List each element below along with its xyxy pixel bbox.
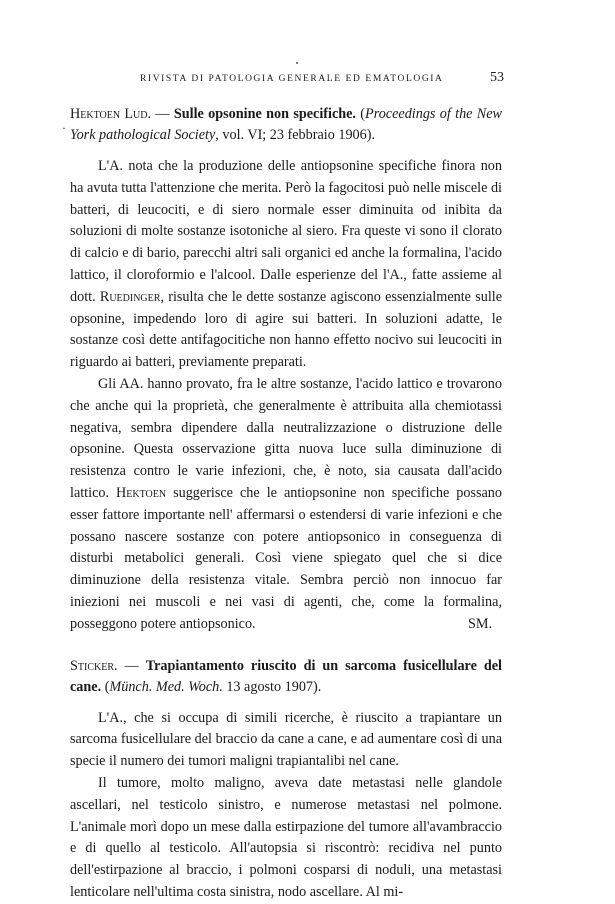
text-run: , risulta che le dette sostanze agiscono essenzialmente sulle opsonine, impedendo loro di agire sui batteri. In soluzioni adatte, le sostanze così dette antifagocitiche non hanno effetto nocivo sui leucociti in riguardo ai batteri, previamente preparati.	[70, 288, 502, 371]
page	[70, 70, 502, 904]
running-head	[140, 70, 504, 90]
entry1-author: Hektoen Lud.	[70, 106, 152, 122]
entry2-paragraph-2: Il tumore, molto maligno, aveva date metastasi nelle glandole ascellari, nel testicolo sinistro, e numerose metastasi nel polmone. L'animale morì dopo un mese dalla estirpazione del tumore all'avambraccio e di quello al testicolo. All'autopsia si riscontrò: recidiva nel punto dell'estirpazione al braccio, i polmoni cosparsi di noduli, una metastasi lenticolare nell'ultima costa sinistra, nodo ascellare. Al mi-	[70, 774, 502, 900]
entry1-paragraph-2	[70, 374, 502, 636]
entry2-heading	[70, 656, 502, 698]
journal-title: RIVISTA DI PATOLOGIA GENERALE ED EMATOLOGIA	[140, 74, 444, 84]
entry1-source: Proceedings of the New York pathological Society	[70, 106, 503, 143]
entry2-dash: —	[117, 657, 146, 674]
section-gap	[70, 636, 502, 656]
text-run: L'A. nota che la produzione delle antiopsonine specifiche finora non ha avuta tutta l'attenzione che merita. Però la fagocitosi può nelle miscele di batteri, di leucociti, e di siero normale esser diminuita od inibita da soluzioni di molte sostanze isotoniche al siero. Fra queste vi sono il clorato di calcio e di bario, parecchi altri sali organici ed anche la formalina, l'acido lattico, il cloroformio e l'alcool. Dalle esperienze del l'A., fatte assieme al dott.	[70, 158, 502, 305]
person-name: Ruedinger	[99, 288, 161, 305]
entry1-paragraph-1	[70, 156, 502, 374]
entry1-dash: —	[151, 106, 174, 122]
entry2-author: Sticker.	[70, 657, 118, 674]
entry2-paragraph-1: L'A., che si occupa di simili ricerche, è riuscito a trapiantare un sarcoma fusicellulare del braccio da cane a cane, e ad aumentare così di una specie il numero dei tumori maligni trapiantalibi nel cane.	[70, 709, 502, 770]
entry1-details: , vol. VI; 23 febbraio 1906).	[215, 127, 375, 143]
entry2-title: Trapiantamento riuscito di un sarcoma fusicellulare del cane.	[70, 657, 502, 695]
entry1-signature: SM.	[467, 615, 492, 632]
text-run: Gli AA. hanno provato, fra le altre sostanze, l'acido lattico e trovarono che anche qui la proprietà, che generalmente è attribuita alla chemiotassi negativa, sembra dipendere dalla neutralizzazione o distruzione delle opsonine. Questa osservazione gitta nuova luce sulla diminuzione di resistenza contro le varie infezioni, che, è noto, sia causata dall'acido lattico.	[70, 375, 502, 501]
person-name: Hektoen	[116, 484, 167, 501]
entry2-details: 13 agosto 1907).	[222, 678, 322, 695]
page-number: 53	[490, 70, 504, 85]
entry2-source-open: (	[101, 678, 110, 695]
entry2-source: Münch. Med. Woch.	[109, 678, 223, 695]
entry1-source-open: (	[355, 106, 366, 122]
text-run: suggerisce che le antiopsonine non specifiche possano esser fattore importante nell' affermarsi o estendersi di varie infezioni e che possano nascere sostanze con potere antiopsonico in conseguenza di disturbi metabolici generali. Così viene spiegato quel che si dice diminuzione della resistenza vitale. Sembra perciò non innocuo far iniezioni nei muscoli e nei vasi di agenti, che, come la formalina, posseggono potere antiopsonico.	[70, 484, 502, 632]
print-speck	[296, 62, 298, 64]
entry1-heading	[70, 104, 502, 146]
entry1-title: Sulle opsonine non specifiche.	[173, 106, 356, 122]
margin-mark: ·	[62, 121, 66, 135]
